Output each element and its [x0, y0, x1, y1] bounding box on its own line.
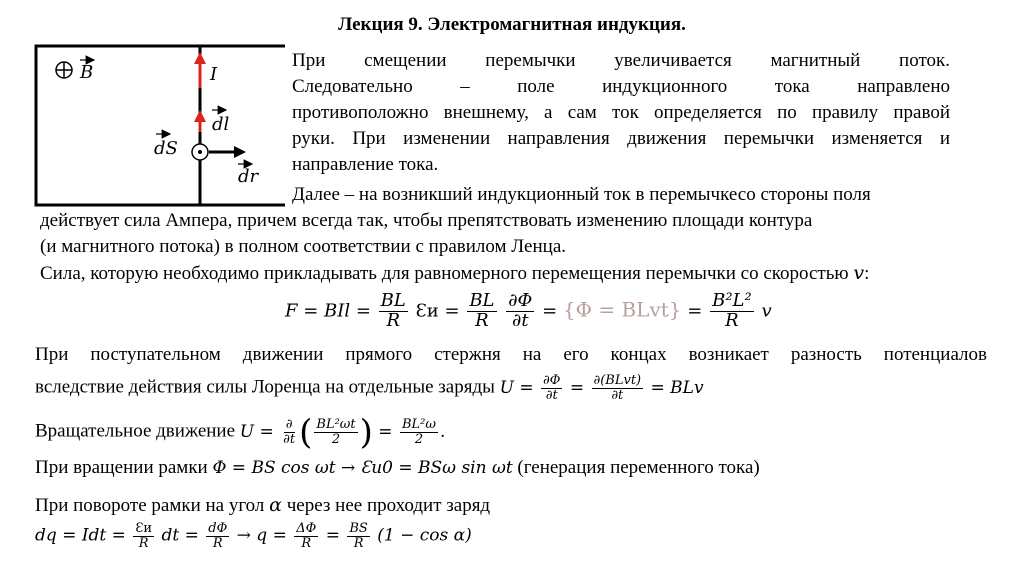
charge-eq-f4-den: R: [353, 535, 364, 551]
frame-note: (генерация переменного тока): [517, 457, 760, 478]
charge-eq-f2-num: dΦ: [208, 521, 228, 536]
force-eq-f1-num: BL: [380, 290, 406, 311]
translation-text: вследствие действия силы Лоренца на отдельные заряды: [35, 376, 495, 398]
rotation-d-den: ∂t: [283, 431, 296, 447]
charge-line: [35, 492, 490, 519]
charge-alpha: α: [269, 494, 282, 516]
force-eq-f2-den: R: [475, 309, 489, 331]
rotation-dot: .: [439, 421, 446, 442]
force-equation: [285, 292, 772, 331]
translation-u: U =: [499, 377, 534, 398]
force-text: Сила, которую необходимо прикладывать для равномерного перемещения перемычки со скоростью: [40, 263, 849, 284]
charge-eq-f3-num: ΔΦ: [296, 521, 317, 536]
frame-formula: Φ = BS cos ωt → Ɛи0 = BSω sin ωt: [212, 458, 513, 478]
translation-eq: =: [569, 377, 585, 398]
force-eq-emf: Ɛи =: [415, 300, 460, 322]
charge-eq-mid: dt =: [161, 525, 199, 546]
charge-eq-arrow: → q =: [236, 525, 287, 546]
para2-line2: действует сила Ампера, причем всегда так, чтобы препятствовать изменению площади контура: [40, 210, 813, 231]
rotation-r-num: BL²ω: [401, 417, 436, 432]
para1-line3: противоположно внешнему, а сам ток определяется по правилу правой: [292, 102, 950, 123]
para2-line3: (и магнитного потока) в полном соответствии с правилом Ленца.: [40, 236, 566, 257]
circuit-diagram: [28, 42, 288, 212]
rotation-u: U =: [239, 421, 274, 442]
rotation-in-num: BL²ωt: [316, 417, 356, 432]
label-dl: dl: [212, 114, 230, 135]
label-i: I: [210, 64, 218, 85]
rotation-r-den: 2: [414, 431, 424, 447]
page-title: Лекция 9. Электромагнитная индукция.: [338, 14, 686, 35]
translation-tail: = BLv: [650, 377, 704, 398]
translation-line2: [35, 374, 704, 402]
frame-line: [35, 455, 760, 481]
charge-text2: через нее проходит заряд: [286, 495, 491, 516]
translation-f2-num: ∂(BLvt): [593, 373, 642, 388]
charge-eq-lhs: dq = Idt =: [35, 525, 126, 546]
label-b: B: [80, 62, 94, 83]
charge-eq-f2-den: R: [212, 535, 223, 551]
charge-eq-f3-den: R: [301, 535, 312, 551]
para1-line4: руки. При изменении направления движения перемычки изменяется и: [292, 128, 950, 149]
charge-eq-tail: (1 − cos α): [377, 525, 472, 546]
force-eq-lhs: F = BIl =: [285, 300, 371, 322]
force-eq-f2-num: BL: [469, 290, 495, 311]
label-dr: dr: [238, 166, 259, 187]
force-eq-f3-num: ∂Φ: [508, 290, 533, 311]
rotation-line: Вращательное движение U = $\frac{\partial}{\partial t}$ ( $\frac{\text{BL²ωt}}{2}$ ) = $\frac{\text{BL²ω}}{2}$ .: [35, 412, 446, 453]
force-eq-brace: {Φ = BLvt}: [562, 297, 682, 322]
force-eq-f3-den: ∂t: [512, 309, 529, 331]
force-line: Сила, которую необходимо прикладывать для равномерного перемещения перемычки со скоростью v:: [40, 262, 870, 284]
label-ds: dS: [154, 138, 178, 159]
force-eq-f4-num: B²L²: [712, 290, 752, 311]
charge-eq-f1-num: Ɛи: [135, 521, 153, 536]
charge-eq-f1-den: R: [138, 535, 149, 551]
para1-line5: направление тока.: [292, 154, 439, 175]
rotation-in-den: 2: [331, 431, 341, 447]
force-eq-f4-den: R: [725, 309, 739, 331]
charge-eq-eq: =: [325, 525, 340, 546]
frame-text: При вращении рамки: [35, 457, 208, 478]
force-eq-tail: v: [761, 300, 772, 322]
translation-f2-den: ∂t: [611, 387, 624, 403]
rotation-text: Вращательное движение: [35, 420, 236, 442]
para1-line2: Следовательно – поле индукционного тока направлено: [292, 76, 950, 97]
rotation-eq: =: [378, 421, 393, 442]
charge-text: При повороте рамки на угол: [35, 495, 265, 516]
force-eq-f1-den: R: [386, 309, 401, 331]
b-field-symbol-icon: [56, 62, 72, 78]
translation-line1: При поступательном движении прямого стержня на его концах возникает разность потенциалов: [35, 344, 987, 365]
para1-line1: При смещении перемычки увеличивается магнитный поток.: [292, 50, 950, 71]
velocity-symbol: v: [853, 262, 865, 284]
force-eq-eq2: =: [687, 300, 703, 322]
charge-equation: [35, 522, 472, 550]
charge-eq-f4-num: BS: [349, 521, 368, 536]
translation-f1-num: ∂Φ: [543, 373, 561, 388]
force-eq-eq: =: [542, 300, 558, 322]
para2-line1: Далее – на возникший индукционный ток в перемычкесо стороны поля: [292, 184, 871, 205]
rotation-d-num: ∂: [285, 417, 293, 432]
translation-f1-den: ∂t: [545, 387, 558, 403]
